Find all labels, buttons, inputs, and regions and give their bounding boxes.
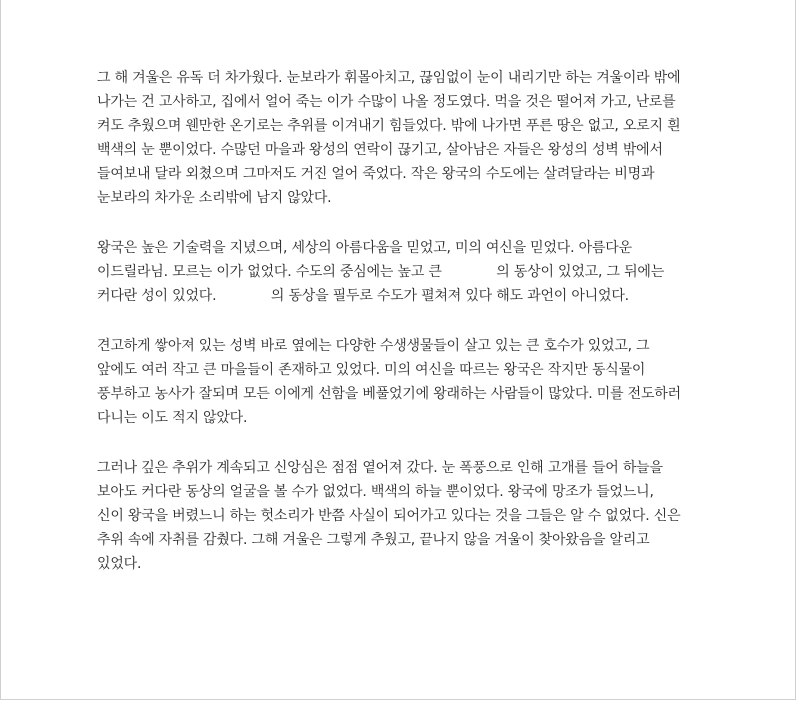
text-line <box>97 260 697 284</box>
text-segment: 커다란 성이 있었다. <box>97 288 217 304</box>
text-line: 그 해 겨울은 유독 더 차가웠다. 눈보라가 휘몰아치고, 끊임없이 눈이 내리기만 하는 겨울이라 밖에 <box>97 70 681 86</box>
redacted-name <box>221 289 267 303</box>
paragraph-2 <box>97 236 697 308</box>
text-line: 눈보라의 차가운 소리밖에 남지 않았다. <box>97 190 332 206</box>
text-line: 들여보내 달라 외쳤으며 그마저도 거진 얼어 죽었다. 작은 왕국의 수도에는 살려달라는 비명과 <box>97 166 655 182</box>
text-line: 신이 왕국을 버렸느니 하는 헛소리가 반쯤 사실이 되어가고 있다는 것을 그들은 알 수 없었다. 신은 <box>97 508 681 524</box>
text-line: 왕국은 높은 기술력을 지녔으며, 세상의 아름다움을 믿었고, 미의 여신을 믿었다. 아름다운 <box>97 240 632 256</box>
text-line: 추위 속에 자취를 감췄다. 그해 겨울은 그렇게 추웠고, 끝나지 않을 겨울이 찾아왔음을 알리고 <box>97 532 650 548</box>
text-segment: 의 동상이 있었고, 그 뒤에는 <box>496 264 665 280</box>
text-line: 견고하게 쌓아져 있는 성벽 바로 옆에는 다양한 수생생물들이 살고 있는 큰 호수가 있었고, 그 <box>97 338 650 354</box>
paragraph-3 <box>97 334 697 430</box>
text-line: 앞에도 여러 작고 큰 마을들이 존재하고 있었다. 미의 여신을 따르는 왕국은 작지만 동식물이 <box>97 362 646 378</box>
text-line: 다니는 이도 적지 않았다. <box>97 410 248 426</box>
text-segment: 의 동상을 필두로 수도가 펼쳐져 있다 해도 과언이 아니었다. <box>270 288 629 304</box>
paragraph-4 <box>97 456 697 576</box>
text-line: 있었다. <box>97 556 142 572</box>
text-line: 보아도 커다란 동상의 얼굴을 볼 수가 없었다. 백색의 하늘 뿐이었다. 왕국에 망조가 들었느니, <box>97 484 654 500</box>
redacted-name <box>446 265 492 279</box>
text-line: 나가는 건 고사하고, 집에서 얼어 죽는 이가 수많이 나올 정도였다. 먹을 것은 떨어져 가고, 난로를 <box>97 94 676 110</box>
document-body <box>97 66 697 602</box>
text-line: 풍부하고 농사가 잘되며 모든 이에게 선함을 베풀었기에 왕래하는 사람들이 많았다. 미를 전도하러 <box>97 386 681 402</box>
text-segment: 이드릴라님. 모르는 이가 없었다. 수도의 중심에는 높고 큰 <box>97 264 442 280</box>
text-line: 그러나 깊은 추위가 계속되고 신앙심은 점점 옅어져 갔다. 눈 폭풍으로 인해 고개를 들어 하늘을 <box>97 460 663 476</box>
text-line: 백색의 눈 뿐이었다. 수많던 마을과 왕성의 연락이 끊기고, 살아남은 자들은 왕성의 성벽 밖에서 <box>97 142 663 158</box>
paragraph-1 <box>97 66 697 210</box>
text-line: 켜도 추웠으며 웬만한 온기로는 추위를 이겨내기 힘들었다. 밖에 나가면 푸른 땅은 없고, 오로지 흰 <box>97 118 681 134</box>
text-line <box>97 284 697 308</box>
